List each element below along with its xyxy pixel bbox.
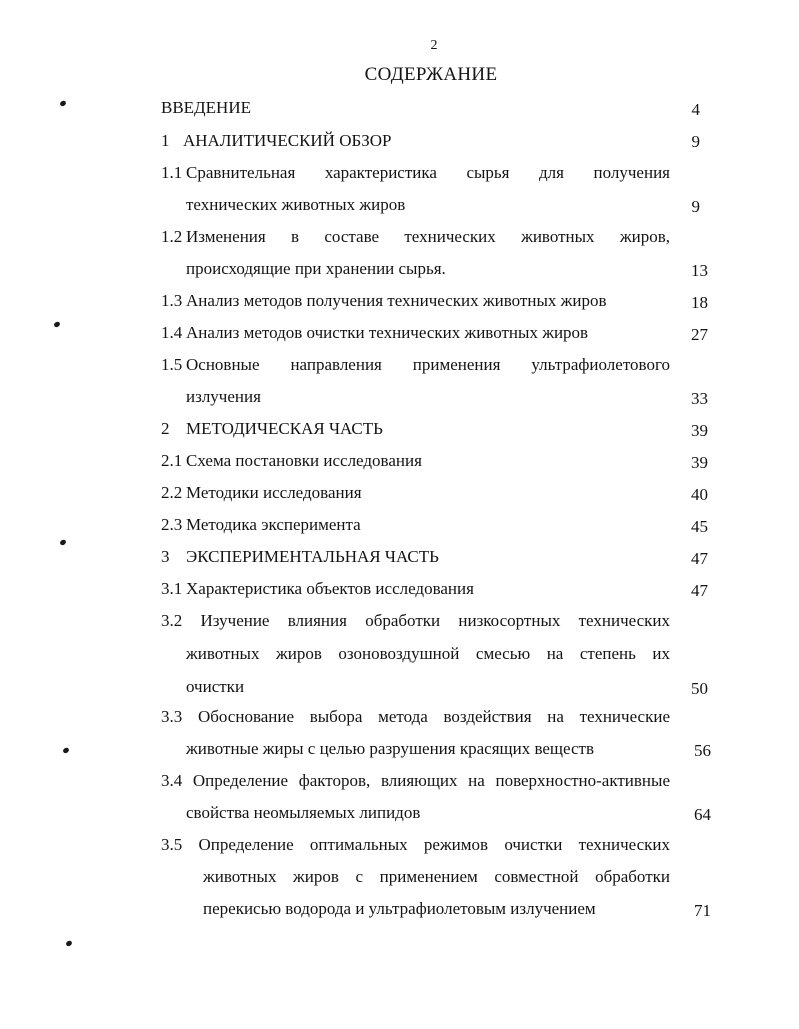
- toc-entry-page: 71: [694, 901, 711, 920]
- toc-entry-number: 3: [161, 547, 170, 566]
- scan-speck: [59, 100, 66, 107]
- toc-entry-number: 1.2: [161, 227, 183, 246]
- toc-entry-page: 47: [691, 581, 708, 600]
- toc-entry-page: 50: [691, 679, 708, 698]
- toc-entry-text-continued: происходящие при хранении сырья.: [186, 259, 446, 278]
- toc-entry-text: 3.3 Обоснование выбора метода воздействия на технические: [161, 707, 670, 726]
- toc-entry-number: 1.4: [161, 323, 183, 342]
- toc-entry-page: 4: [691, 100, 700, 119]
- toc-entry-page: 39: [691, 453, 708, 472]
- toc-entry-text: Анализ методов получения технических животных жиров: [186, 291, 607, 310]
- toc-entry-text-continued: животные жиры с целью разрушения красящих веществ: [186, 739, 594, 758]
- scan-speck: [62, 747, 69, 754]
- toc-entry-text: 3.4 Определение факторов, влияющих на поверхностно-активные: [161, 771, 670, 790]
- toc-entry-page: 45: [691, 517, 708, 536]
- toc-entry-text: АНАЛИТИЧЕСКИЙ ОБЗОР: [183, 131, 392, 150]
- toc-entry-text-continued: очистки: [186, 677, 245, 696]
- toc-entry-page: 47: [691, 549, 708, 568]
- toc-entry-text-continued: животных жиров с применением совместной обработки: [203, 867, 670, 886]
- toc-entry-page: 56: [694, 741, 711, 760]
- toc-entry-text: 3.2 Изучение влияния обработки низкосортных технических: [161, 611, 670, 630]
- toc-entry-page: 40: [691, 485, 708, 504]
- toc-entry-text: МЕТОДИЧЕСКАЯ ЧАСТЬ: [186, 419, 383, 438]
- toc-entry-text: Методики исследования: [186, 483, 362, 502]
- toc-entry-text: Схема постановки исследования: [186, 451, 422, 470]
- toc-entry-text-continued: излучения: [186, 387, 261, 406]
- toc-entry-text: Основные направления применения ультрафиолетового: [186, 355, 670, 374]
- toc-entry-text-continued: технических животных жиров: [186, 195, 406, 214]
- toc-entry-number: 1.1: [161, 163, 183, 182]
- toc-entry-page: 18: [691, 293, 708, 312]
- toc-entry-text: Анализ методов очистки технических животных жиров: [186, 323, 589, 342]
- toc-entry-page: 64: [694, 805, 711, 824]
- scan-speck: [65, 940, 72, 947]
- toc-entry-number: 2.1: [161, 451, 183, 470]
- toc-entry-number: 1.3: [161, 291, 183, 310]
- toc-entry-text-continued: животных жиров озоновоздушной смесью на степень их: [186, 644, 670, 663]
- toc-entry-number: 1: [161, 131, 170, 150]
- toc-entry-number: 2.3: [161, 515, 183, 534]
- scan-speck: [53, 321, 60, 328]
- toc-entry-number: 1.5: [161, 355, 183, 374]
- page-number: 2: [430, 38, 438, 53]
- toc-entry-text: 3.5 Определение оптимальных режимов очистки технических: [161, 835, 670, 854]
- toc-entry-text-continued: перекисью водорода и ультрафиолетовым излучением: [203, 899, 596, 918]
- toc-entry-page: 13: [691, 261, 708, 280]
- toc-entry-number: 3.1: [161, 579, 183, 598]
- toc-entry-text: ВВЕДЕНИЕ: [161, 98, 251, 117]
- toc-entry-number: 2.2: [161, 483, 183, 502]
- toc-entry-text: Методика эксперимента: [186, 515, 361, 534]
- page-title: СОДЕРЖАНИЕ: [364, 64, 498, 85]
- toc-entry-number: 2: [161, 419, 170, 438]
- toc-entry-page: 9: [691, 132, 700, 151]
- toc-entry-text-continued: свойства неомыляемых липидов: [186, 803, 421, 822]
- toc-entry-text: Характеристика объектов исследования: [186, 579, 474, 598]
- toc-entry-page: 9: [691, 197, 700, 216]
- scan-speck: [59, 539, 66, 546]
- toc-entry-text: Изменения в составе технических животных жиров,: [186, 227, 670, 246]
- toc-entry-page: 39: [691, 421, 708, 440]
- toc-entry-text: ЭКСПЕРИМЕНТАЛЬНАЯ ЧАСТЬ: [186, 547, 439, 566]
- toc-entry-text: Сравнительная характеристика сырья для получения: [186, 163, 670, 182]
- toc-entry-page: 27: [691, 325, 708, 344]
- toc-entry-page: 33: [691, 389, 708, 408]
